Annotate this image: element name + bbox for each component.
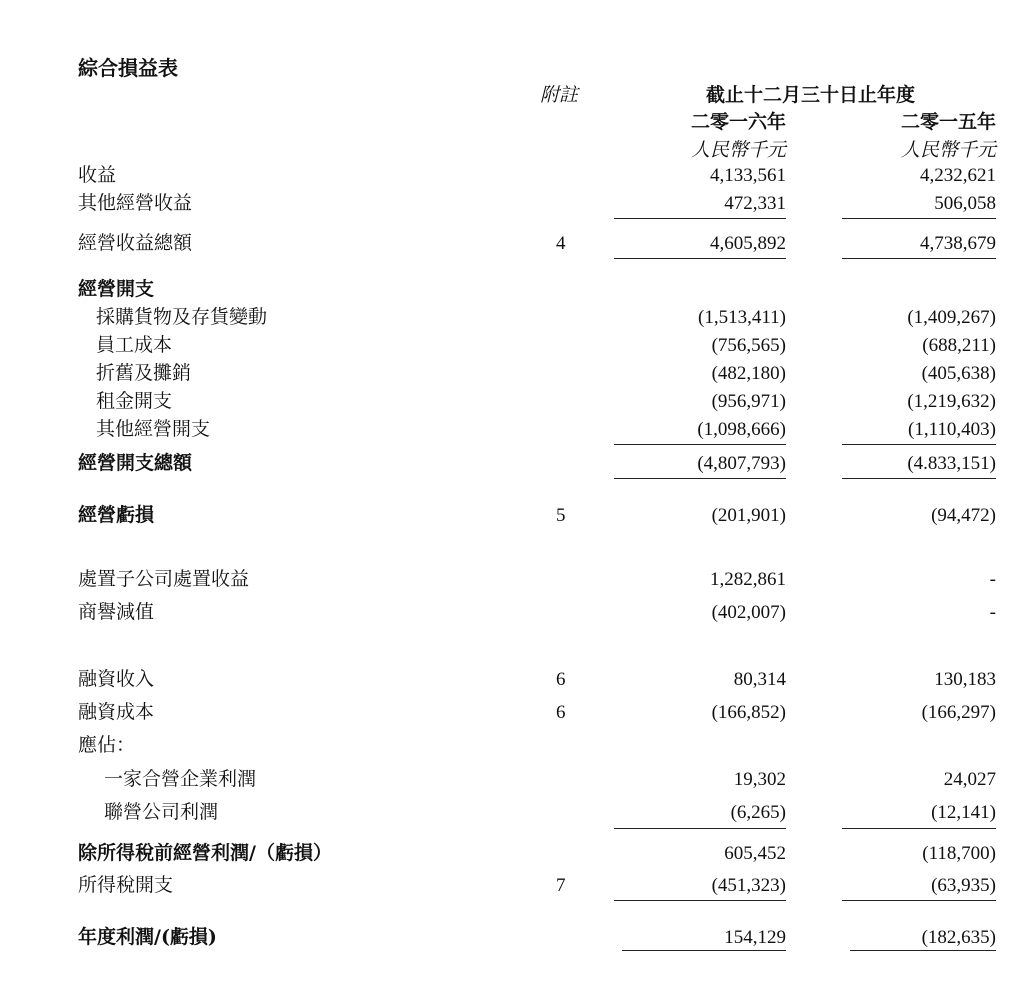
total-op-income-2016: 4,605,892 (710, 233, 786, 254)
purchases-2016: (1,513,411) (698, 307, 786, 328)
row-label-rent: 租金開支 (96, 390, 173, 412)
row-label-profit-before-tax: 除所得稅前經營利潤/（虧損） (78, 842, 332, 864)
profit-for-year-2016: 154,129 (724, 927, 786, 948)
goodwill-impairment-2015: - (989, 602, 996, 623)
row-label-op-loss: 經營虧損 (78, 504, 155, 526)
row-label-finance-cost: 融資成本 (78, 701, 155, 723)
total-op-income-2015: 4,738,679 (920, 233, 996, 254)
period-header: 截止十二月三十日止年度 (706, 84, 916, 106)
row-label-disposal-gain: 處置子公司處置收益 (78, 568, 250, 590)
associate-profit-2016: (6,265) (730, 802, 786, 823)
finance-income-2015: 130,183 (934, 669, 996, 690)
section-heading-op-expenses: 經營開支 (78, 278, 155, 300)
row-label-profit-for-year: 年度利潤/(虧損) (78, 926, 217, 948)
divider (614, 478, 786, 479)
row-label-jv-profit: 一家合營企業利潤 (104, 768, 257, 790)
profit-before-tax-2016: 605,452 (724, 843, 786, 864)
note-ref: 7 (556, 875, 566, 896)
rent-2016: (956,971) (711, 391, 786, 412)
divider (842, 218, 996, 219)
revenue-2016: 4,133,561 (710, 165, 786, 186)
year-2016-header: 二零一六年 (690, 111, 786, 133)
finance-income-2016: 80,314 (733, 669, 786, 690)
total-op-expenses-2015: (4.833,151) (907, 453, 996, 474)
other-op-expenses-2016: (1,098,666) (697, 419, 786, 440)
row-label-share-of: 應佔： (78, 734, 136, 756)
purchases-2015: (1,409,267) (907, 307, 996, 328)
note-ref: 4 (556, 233, 566, 254)
row-label-goodwill-impairment: 商譽減值 (78, 601, 155, 623)
rent-2015: (1,219,632) (907, 391, 996, 412)
finance-cost-2016: (166,852) (711, 702, 786, 723)
profit-before-tax-2015: (118,700) (922, 843, 996, 864)
depreciation-2016: (482,180) (711, 363, 786, 384)
total-underline (622, 950, 786, 951)
note-ref: 6 (556, 702, 566, 723)
disposal-gain-2016: 1,282,861 (710, 569, 786, 590)
jv-profit-2015: 24,027 (943, 769, 996, 790)
divider (842, 478, 996, 479)
divider (614, 828, 786, 829)
income-tax-2015: (63,935) (931, 875, 996, 896)
note-ref: 6 (556, 669, 566, 690)
row-label-total-op-expenses: 經營開支總額 (78, 452, 193, 474)
revenue-2015: 4,232,621 (920, 165, 996, 186)
other-op-income-2015: 506,058 (934, 193, 996, 214)
row-label-purchases: 採購貨物及存貨變動 (96, 306, 268, 328)
unit-2015-header: 人民幣千元 (900, 139, 996, 161)
jv-profit-2016: 19,302 (733, 769, 786, 790)
unit-2016-header: 人民幣千元 (690, 139, 786, 161)
row-label-associate-profit: 聯營公司利潤 (104, 801, 219, 823)
divider (614, 444, 786, 445)
op-loss-2015: (94,472) (931, 505, 996, 526)
other-op-expenses-2015: (1,110,403) (908, 419, 996, 440)
depreciation-2015: (405,638) (921, 363, 996, 384)
row-label-other-op-income: 其他經營收益 (78, 192, 193, 214)
other-op-income-2016: 472,331 (724, 193, 786, 214)
row-label-staff-costs: 員工成本 (96, 334, 173, 356)
disposal-gain-2015: - (989, 569, 996, 590)
divider (842, 900, 996, 901)
note-ref: 5 (556, 505, 566, 526)
statement-title: 綜合損益表 (78, 56, 178, 80)
profit-for-year-2015: (182,635) (921, 927, 996, 948)
divider (842, 444, 996, 445)
total-underline (850, 950, 996, 951)
total-op-expenses-2016: (4,807,793) (697, 453, 786, 474)
row-label-total-op-income: 經營收益總額 (78, 232, 193, 254)
op-loss-2016: (201,901) (711, 505, 786, 526)
staff-costs-2016: (756,565) (711, 335, 786, 356)
row-label-revenue: 收益 (78, 164, 117, 186)
row-label-other-op-expenses: 其他經營開支 (96, 418, 211, 440)
divider (842, 258, 996, 259)
row-label-depreciation: 折舊及攤銷 (96, 362, 192, 384)
divider (614, 218, 786, 219)
year-2015-header: 二零一五年 (900, 111, 996, 133)
row-label-finance-income: 融資收入 (78, 668, 155, 690)
row-label-income-tax: 所得稅開支 (78, 874, 174, 896)
goodwill-impairment-2016: (402,007) (711, 602, 786, 623)
staff-costs-2015: (688,211) (922, 335, 996, 356)
divider (842, 828, 996, 829)
finance-cost-2015: (166,297) (921, 702, 996, 723)
note-column-header: 附註 (540, 84, 579, 106)
associate-profit-2015: (12,141) (931, 802, 996, 823)
divider (614, 258, 786, 259)
income-tax-2016: (451,323) (711, 875, 786, 896)
divider (614, 900, 786, 901)
